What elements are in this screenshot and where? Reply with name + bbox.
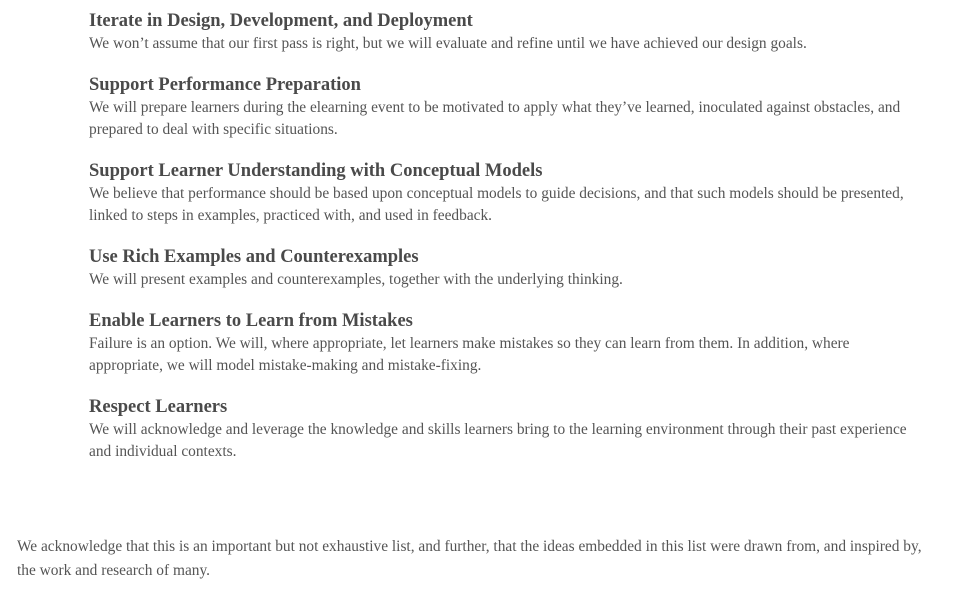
principle-item — [89, 9, 909, 55]
principle-description: We believe that performance should be based upon conceptual models to guide decisions, and that such models should be presented, linked to steps in examples, practiced with, and used in feedback. — [89, 185, 904, 224]
principle-description: We will present examples and counterexamples, together with the underlying thinking. — [89, 271, 623, 288]
principle-title: Respect Learners — [89, 397, 228, 417]
principle-description: We won’t assume that our first pass is right, but we will evaluate and refine until we have achieved our design goals. — [89, 35, 807, 52]
principle-item — [89, 159, 909, 227]
principle-item — [89, 245, 909, 291]
principle-item — [89, 395, 909, 463]
closing-paragraph: We acknowledge that this is an important but not exhaustive list, and further, that the ideas embedded in this list were drawn from, and inspired by, the work and research of many. — [17, 538, 922, 579]
principle-item — [89, 73, 909, 141]
principle-title: Support Performance Preparation — [89, 75, 361, 95]
principle-description: We will acknowledge and leverage the knowledge and skills learners bring to the learning environment through their past experience and individual contexts. — [89, 421, 907, 460]
principle-title: Enable Learners to Learn from Mistakes — [89, 311, 413, 331]
principle-title: Iterate in Design, Development, and Deployment — [89, 11, 473, 31]
principle-description: We will prepare learners during the elearning event to be motivated to apply what they’ve learned, inoculated against obstacles, and prepared to deal with specific situations. — [89, 99, 901, 138]
principles-list — [89, 9, 909, 481]
principle-description: Failure is an option. We will, where appropriate, let learners make mistakes so they can learn from them. In addition, where appropriate, we will model mistake-making and mistake-fixing. — [89, 335, 850, 374]
principle-title: Use Rich Examples and Counterexamples — [89, 247, 419, 267]
principle-item — [89, 309, 909, 377]
principle-title: Support Learner Understanding with Conceptual Models — [89, 161, 543, 181]
